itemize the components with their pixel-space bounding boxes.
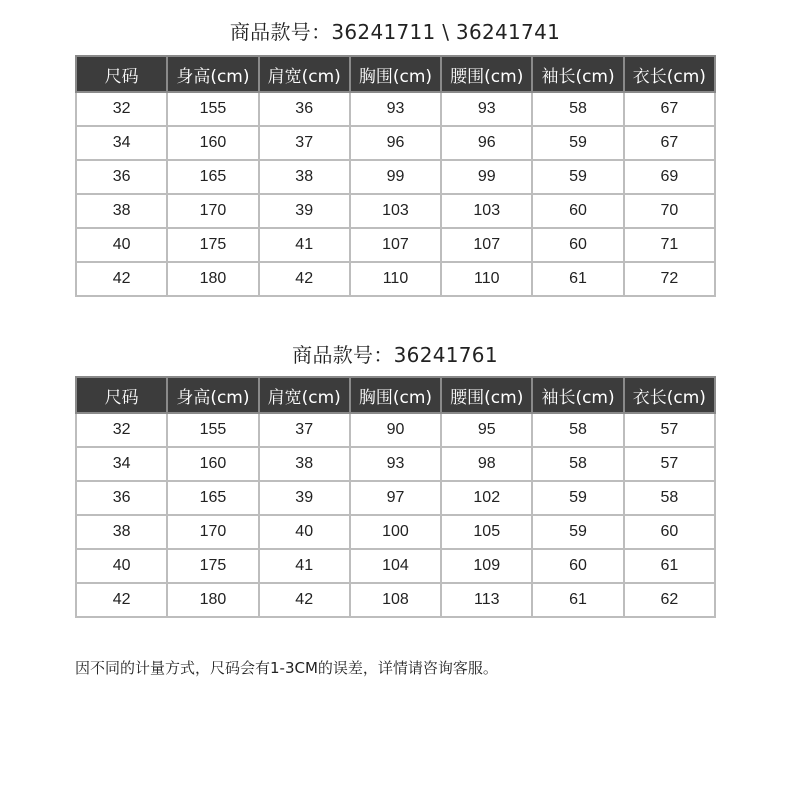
table-cell: 38 [76,515,167,549]
table-cell: 180 [167,262,258,296]
table-cell: 97 [350,481,441,515]
table-cell: 104 [350,549,441,583]
table-cell: 160 [167,447,258,481]
table-cell: 99 [441,160,532,194]
table-cell: 32 [76,413,167,447]
size-table-1 [75,55,716,297]
table-cell: 93 [441,92,532,126]
table-row [76,126,715,160]
table-cell: 107 [350,228,441,262]
table-cell: 60 [532,194,623,228]
table-cell: 93 [350,447,441,481]
section-2-title: 商品款号：36241761 [292,343,498,367]
table-row [76,481,715,515]
table-cell: 113 [441,583,532,617]
table-cell: 160 [167,126,258,160]
column-header: 袖长(cm) [532,377,623,413]
table-cell: 42 [259,262,350,296]
table-cell: 102 [441,481,532,515]
table-cell: 42 [76,262,167,296]
table-cell: 170 [167,194,258,228]
column-header: 肩宽(cm) [259,377,350,413]
table-cell: 67 [624,92,715,126]
table-row [76,262,715,296]
table-cell: 103 [350,194,441,228]
table-cell: 59 [532,515,623,549]
table-cell: 37 [259,413,350,447]
column-header: 尺码 [76,56,167,92]
column-header: 衣长(cm) [624,377,715,413]
table-cell: 96 [441,126,532,160]
column-header: 身高(cm) [167,56,258,92]
column-header: 身高(cm) [167,377,258,413]
table-cell: 109 [441,549,532,583]
table-cell: 59 [532,481,623,515]
table-cell: 38 [259,447,350,481]
table-row [76,160,715,194]
table-cell: 69 [624,160,715,194]
table-cell: 34 [76,126,167,160]
table-cell: 57 [624,413,715,447]
table-header-row [76,377,715,413]
table-cell: 90 [350,413,441,447]
table-cell: 103 [441,194,532,228]
table-cell: 170 [167,515,258,549]
table-row [76,194,715,228]
table-cell: 108 [350,583,441,617]
table-cell: 67 [624,126,715,160]
column-header: 袖长(cm) [532,56,623,92]
table-cell: 93 [350,92,441,126]
table-cell: 58 [624,481,715,515]
table-cell: 59 [532,160,623,194]
table-cell: 95 [441,413,532,447]
table-cell: 40 [76,228,167,262]
table-cell: 34 [76,447,167,481]
table-cell: 41 [259,549,350,583]
table-cell: 110 [441,262,532,296]
column-header: 腰围(cm) [441,377,532,413]
table-cell: 155 [167,413,258,447]
table-row [76,228,715,262]
table-row [76,413,715,447]
column-header: 肩宽(cm) [259,56,350,92]
table-cell: 60 [532,228,623,262]
table-cell: 37 [259,126,350,160]
table-cell: 42 [259,583,350,617]
table-cell: 41 [259,228,350,262]
table-cell: 60 [624,515,715,549]
table-cell: 38 [76,194,167,228]
table-cell: 105 [441,515,532,549]
table-cell: 165 [167,160,258,194]
table-row [76,447,715,481]
table-cell: 70 [624,194,715,228]
table-cell: 180 [167,583,258,617]
table-cell: 61 [532,583,623,617]
column-header: 衣长(cm) [624,56,715,92]
table-cell: 58 [532,92,623,126]
table-cell: 59 [532,126,623,160]
table-cell: 155 [167,92,258,126]
table-cell: 40 [76,549,167,583]
table-cell: 39 [259,481,350,515]
table-cell: 175 [167,228,258,262]
table-header-row [76,56,715,92]
table-cell: 71 [624,228,715,262]
table-cell: 98 [441,447,532,481]
table-cell: 175 [167,549,258,583]
table-cell: 36 [76,160,167,194]
table-cell: 36 [259,92,350,126]
table-cell: 110 [350,262,441,296]
table-cell: 99 [350,160,441,194]
table-cell: 62 [624,583,715,617]
section-1-title: 商品款号：36241711 \ 36241741 [229,20,561,44]
size-table-2 [75,376,716,618]
table-cell: 60 [532,549,623,583]
column-header: 胸围(cm) [350,56,441,92]
table-row [76,515,715,549]
table-cell: 96 [350,126,441,160]
table-cell: 39 [259,194,350,228]
table-cell: 107 [441,228,532,262]
table-cell: 100 [350,515,441,549]
table-cell: 32 [76,92,167,126]
table-cell: 58 [532,413,623,447]
table-cell: 61 [624,549,715,583]
table-cell: 57 [624,447,715,481]
column-header: 腰围(cm) [441,56,532,92]
table-cell: 40 [259,515,350,549]
table-cell: 72 [624,262,715,296]
table-cell: 58 [532,447,623,481]
column-header: 尺码 [76,377,167,413]
table-row [76,549,715,583]
measurement-note: 因不同的计量方式，尺码会有1-3CM的误差，详情请咨询客服。 [75,659,498,677]
table-cell: 36 [76,481,167,515]
table-row [76,92,715,126]
table-cell: 42 [76,583,167,617]
table-cell: 38 [259,160,350,194]
table-cell: 165 [167,481,258,515]
table-row [76,583,715,617]
column-header: 胸围(cm) [350,377,441,413]
table-cell: 61 [532,262,623,296]
